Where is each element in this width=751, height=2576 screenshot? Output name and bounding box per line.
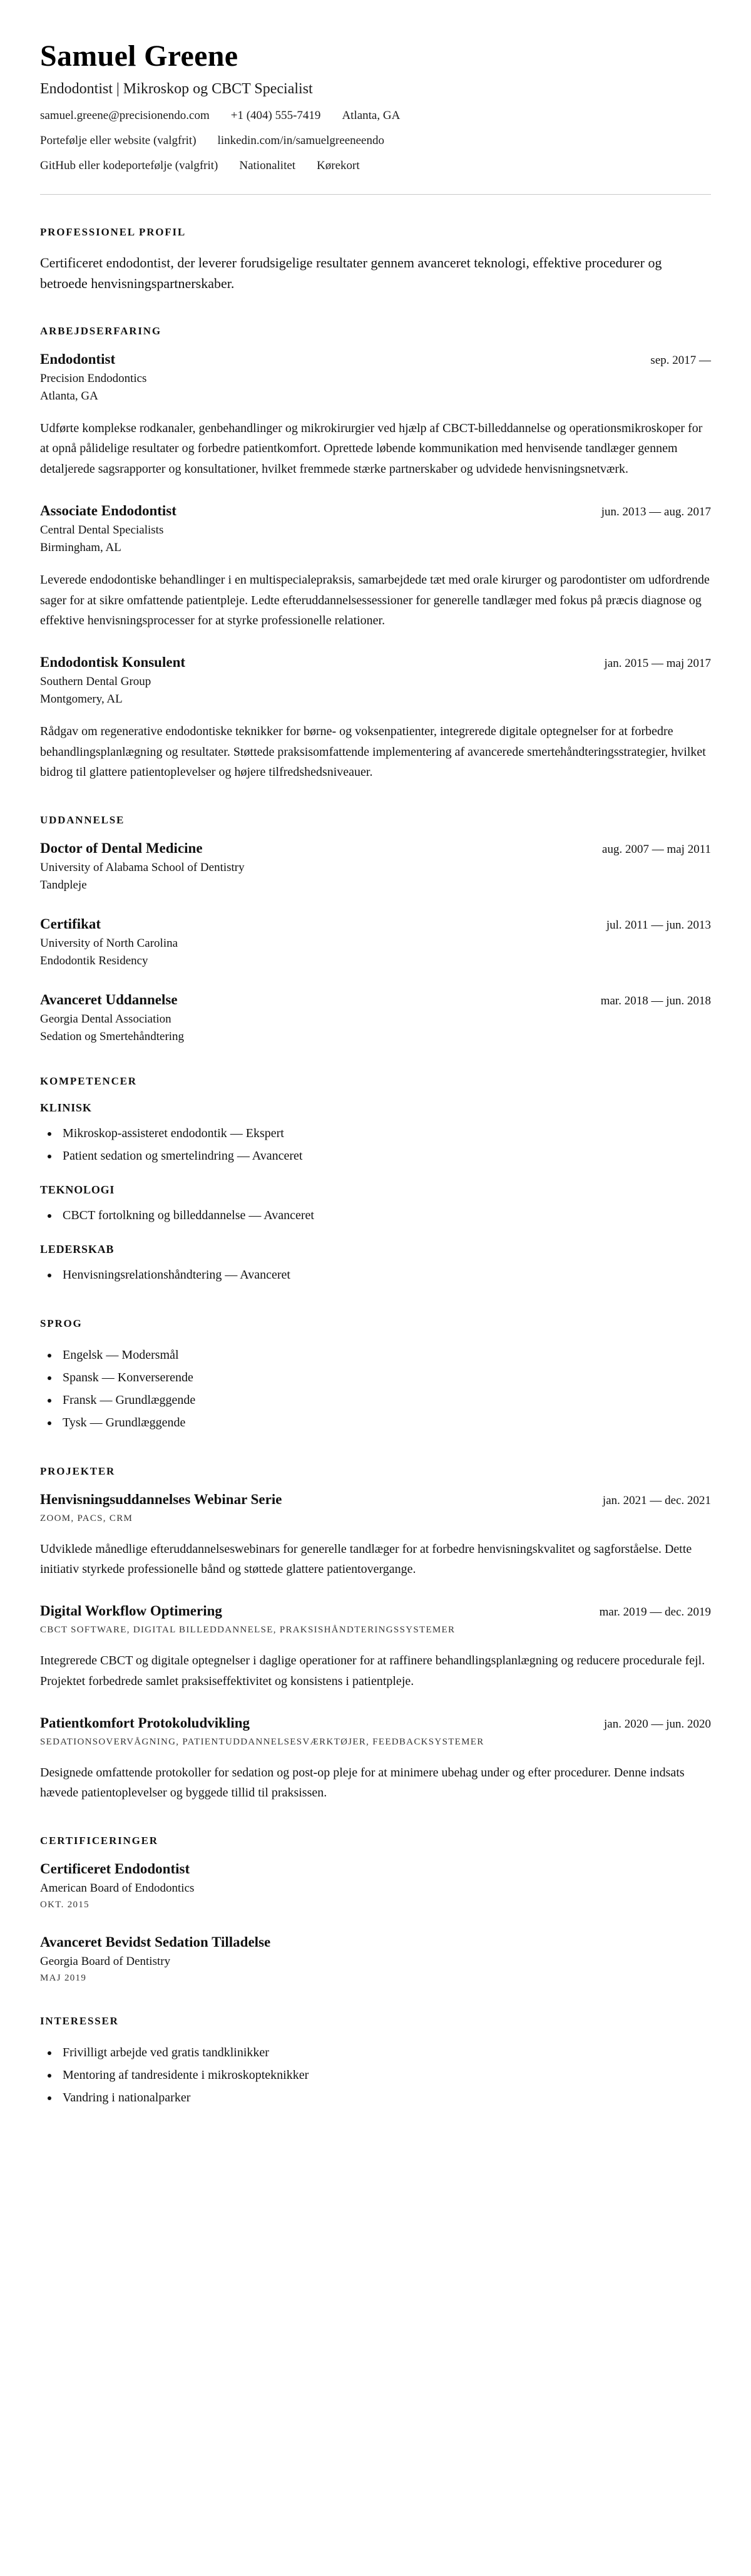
entry-head xyxy=(40,840,711,857)
study-field: Endodontik Residency xyxy=(40,954,148,967)
entry-head xyxy=(40,1715,711,1731)
project-dates: mar. 2019 — dec. 2019 xyxy=(599,1605,711,1619)
section-heading-languages: SPROG xyxy=(40,1317,83,1329)
interest-item: • Mentoring af tandresidente i mikroskopteknikker xyxy=(59,2064,711,2086)
certification-entry xyxy=(40,1861,711,1910)
section-heading-certifications: CERTIFICERINGER xyxy=(40,1834,158,1847)
education-entry xyxy=(40,840,711,892)
entry-head xyxy=(40,916,711,932)
profile-text: Certificeret endodontist, der leverer forudsigelige resultater gennem avanceret teknologi, effektive procedurer og betroede henvisningspartnerskaber. xyxy=(40,255,662,291)
section-profile xyxy=(40,226,711,294)
certification-date: MAJ 2019 xyxy=(40,1972,87,1983)
entry-head xyxy=(40,503,711,519)
education-dates: aug. 2007 — maj 2011 xyxy=(602,842,711,856)
skill-group-title: LEDERSKAB xyxy=(40,1242,115,1255)
job-title: Endodontisk Konsulent xyxy=(40,654,186,671)
interest-list xyxy=(59,2041,711,2109)
section-heading-experience: ARBEJDSERFARING xyxy=(40,325,161,337)
project-dates: jan. 2021 — dec. 2021 xyxy=(602,1493,711,1507)
skill-group-title: KLINISK xyxy=(40,1101,92,1114)
project-dates: jan. 2020 — jun. 2020 xyxy=(604,1718,711,1731)
language-item: • Fransk — Grundlæggende xyxy=(59,1389,711,1411)
job-title: Associate Endodontist xyxy=(40,503,176,519)
experience-entry xyxy=(40,654,711,782)
job-dates: sep. 2017 — xyxy=(650,354,711,367)
section-education xyxy=(40,814,711,1044)
education-entry xyxy=(40,916,711,968)
project-tech: ZOOM, PACS, CRM xyxy=(40,1513,133,1523)
skill-list xyxy=(59,1122,711,1167)
education-dates: jul. 2011 — jun. 2013 xyxy=(606,918,711,932)
certification-issuer: Georgia Board of Dentistry xyxy=(40,1954,171,1968)
section-heading-projects: PROJEKTER xyxy=(40,1465,116,1477)
education-entry xyxy=(40,992,711,1044)
phone-text: +1 (404) 555-7419 xyxy=(230,109,321,122)
nationality-text: Nationalitet xyxy=(239,159,296,172)
job-description: Rådgav om regenerative endodontiske teknikker for børne- og voksenpatienter, integrerede digitale optegnelser for at forbedre behandlingsplanlægning og resultater. Støttede praksisomfattende implementering af avancerede smertehåndteringsstrategier, hvilket bidrog til glattere patientoplevelser og højere tilfredshedsniveauer. xyxy=(40,724,706,780)
entry-head xyxy=(40,1603,711,1619)
entry-head xyxy=(40,351,711,368)
resume-header xyxy=(40,39,711,195)
company-name: Precision Endodontics xyxy=(40,372,147,385)
certification-date: OKT. 2015 xyxy=(40,1899,89,1910)
certification-entry xyxy=(40,1934,711,1984)
education-dates: mar. 2018 — jun. 2018 xyxy=(600,994,711,1007)
section-heading-profile: PROFESSIONEL PROFIL xyxy=(40,226,186,238)
degree-title: Avanceret Uddannelse xyxy=(40,991,178,1007)
job-description: Leverede endodontiske behandlinger i en multispecialepraksis, samarbejdede tæt med orale kirurger og parodontister om udfordrende sager for at sikre omfattende patientpleje. Ledte efteruddannelsessessioner for generelle tandlæger med fokus på præcis diagnose og effektive henvisningsprocesser for at styrke professionelle relationer. xyxy=(40,573,710,627)
section-languages xyxy=(40,1317,711,1434)
email-text: samuel.greene@precisionendo.com xyxy=(40,109,210,122)
location-text: Atlanta, GA xyxy=(342,109,401,122)
project-tech: CBCT SOFTWARE, DIGITAL BILLEDDANNELSE, PRAKSISHÅNDTERINGSSYSTEMER xyxy=(40,1625,456,1636)
language-item: • Spansk — Konverserende xyxy=(59,1366,711,1389)
skill-item: • Mikroskop-assisteret endodontik — Ekspert xyxy=(59,1122,711,1145)
institution-name: University of Alabama School of Dentistry xyxy=(40,860,245,874)
linkedin-text: linkedin.com/in/samuelgreeneendo xyxy=(217,134,384,147)
certification-issuer: American Board of Endodontics xyxy=(40,1881,195,1895)
project-title: Henvisningsuddannelses Webinar Serie xyxy=(40,1491,282,1507)
interest-item: • Frivilligt arbejde ved gratis tandklinikker xyxy=(59,2041,711,2064)
section-heading-skills: KOMPETENCER xyxy=(40,1074,137,1087)
project-entry xyxy=(40,1603,711,1691)
skill-group-title: TEKNOLOGI xyxy=(40,1183,115,1196)
skill-item: • CBCT fortolkning og billeddannelse — Avanceret xyxy=(59,1204,711,1227)
skill-list xyxy=(59,1264,711,1286)
skill-group-leadership xyxy=(40,1243,711,1286)
skill-list xyxy=(59,1204,711,1227)
entry-head xyxy=(40,1492,711,1508)
degree-title: Doctor of Dental Medicine xyxy=(40,840,203,856)
section-heading-interests: INTERESSER xyxy=(40,2014,119,2027)
project-entry xyxy=(40,1492,711,1580)
section-interests xyxy=(40,2015,711,2109)
license-text: Kørekort xyxy=(317,159,360,172)
language-item: • Tysk — Grundlæggende xyxy=(59,1411,711,1434)
section-skills xyxy=(40,1075,711,1286)
skill-group-technology xyxy=(40,1183,711,1227)
section-projects xyxy=(40,1465,711,1803)
contact-row-1 xyxy=(40,109,711,123)
study-field: Tandpleje xyxy=(40,878,87,892)
interest-item: • Vandring i nationalparker xyxy=(59,2086,711,2109)
project-description: Integrerede CBCT og digitale optegnelser i daglige operationer for at raffinere behandlingsplanlægning og reducere procedurale fejl. Projektet forbedrede samlet praksiseffektivitet og konsistens i patientpleje. xyxy=(40,1654,705,1688)
github-placeholder-text: GitHub eller kodeportefølje (valgfrit) xyxy=(40,159,218,172)
website-placeholder-text: Portefølje eller website (valgfrit) xyxy=(40,134,197,147)
skill-item: • Henvisningsrelationshåndtering — Avanceret xyxy=(59,1264,711,1286)
job-title: Endodontist xyxy=(40,351,116,367)
experience-entry xyxy=(40,351,711,479)
project-title: Patientkomfort Protokoludvikling xyxy=(40,1715,250,1731)
header-divider xyxy=(40,194,711,195)
job-description: Udførte komplekse rodkanaler, genbehandlinger og mikrokirurgier ved hjælp af CBCT-billeddannelse og operationsmikroskoper for at opnå pålidelige resultater og forbedre patientkomfort. Oprettede løbende kommunikation med henvisende tandlæger gennem detaljerede sagsrapporter og konsultationer, hvilket fremmede stærke partnerskaber og udvidede henvisningsnetværk. xyxy=(40,421,703,476)
degree-title: Certifikat xyxy=(40,915,101,932)
project-description: Designede omfattende protokoller for sedation og post-op pleje for at minimere ubehag under og efter procedurer. Denne indsats hævede patientoplevelser og byggede tillid til praksissen. xyxy=(40,1766,685,1800)
company-name: Southern Dental Group xyxy=(40,675,151,689)
job-dates: jun. 2013 — aug. 2017 xyxy=(601,505,711,519)
institution-name: University of North Carolina xyxy=(40,936,178,950)
project-tech: SEDATIONSOVERVÅGNING, PATIENTUDDANNELSESVÆRKTØJER, FEEDBACKSYSTEMER xyxy=(40,1737,484,1748)
section-experience xyxy=(40,325,711,783)
experience-entry xyxy=(40,503,711,631)
headline: Endodontist | Mikroskop og CBCT Specialist xyxy=(40,81,313,97)
project-description: Udviklede månedlige efteruddannelseswebinars for generelle tandlæger for at forbedre henvisningskvalitet og sagforståelse. Dette initiativ styrkede professionelle bånd og støttede glattere patientovergange. xyxy=(40,1542,692,1576)
language-list xyxy=(59,1344,711,1434)
section-certifications xyxy=(40,1835,711,1984)
job-location: Atlanta, GA xyxy=(40,389,98,403)
institution-name: Georgia Dental Association xyxy=(40,1012,171,1026)
job-location: Birmingham, AL xyxy=(40,541,121,555)
section-heading-education: UDDANNELSE xyxy=(40,813,125,826)
skill-group-clinical xyxy=(40,1101,711,1167)
contact-row-2 xyxy=(40,134,711,148)
certification-title: Avanceret Bevidst Sedation Tilladelse xyxy=(40,1934,271,1950)
project-title: Digital Workflow Optimering xyxy=(40,1603,222,1619)
company-name: Central Dental Specialists xyxy=(40,523,164,537)
entry-head xyxy=(40,654,711,671)
project-entry xyxy=(40,1715,711,1803)
study-field: Sedation og Smertehåndtering xyxy=(40,1029,185,1043)
language-item: • Engelsk — Modersmål xyxy=(59,1344,711,1366)
entry-head xyxy=(40,992,711,1008)
certification-title: Certificeret Endodontist xyxy=(40,1860,190,1877)
job-dates: jan. 2015 — maj 2017 xyxy=(604,657,711,671)
contact-row-3 xyxy=(40,159,711,173)
person-name: Samuel Greene xyxy=(40,39,238,73)
skill-item: • Patient sedation og smertelindring — Avanceret xyxy=(59,1145,711,1167)
job-location: Montgomery, AL xyxy=(40,693,123,706)
